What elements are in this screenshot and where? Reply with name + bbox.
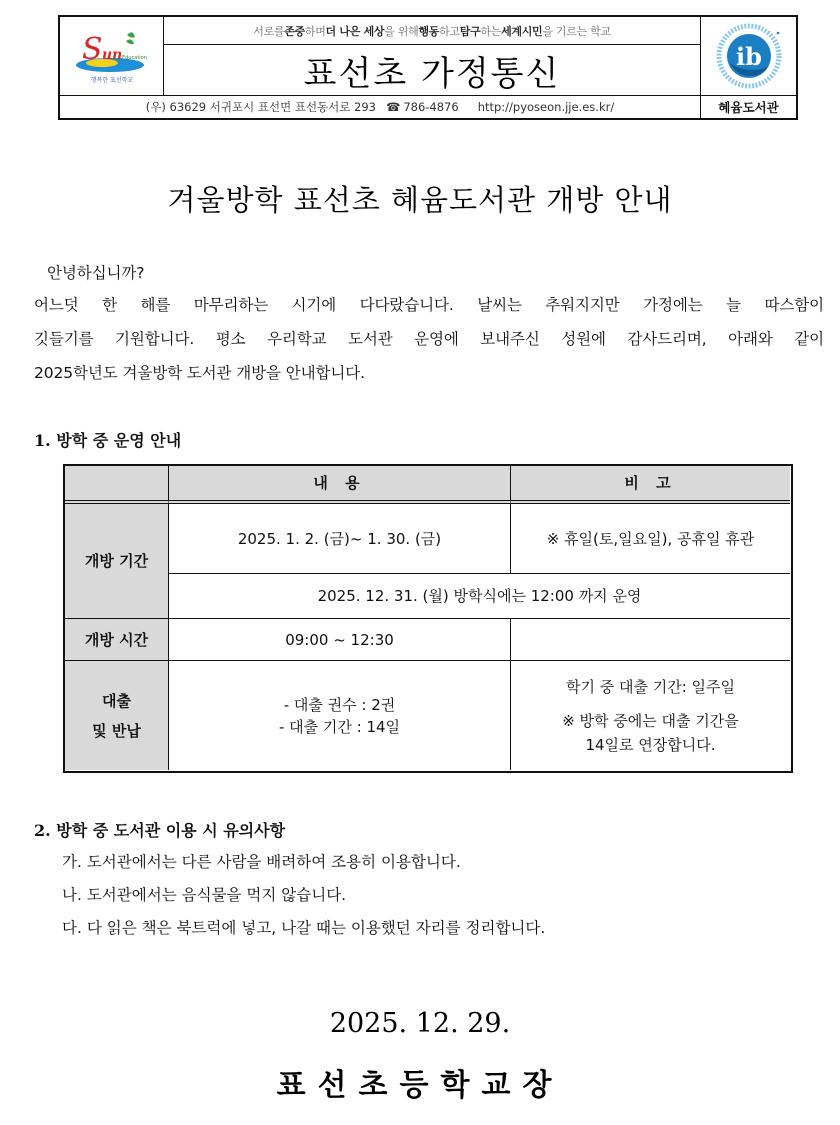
document-title: 겨울방학 표선초 혜윰도서관 개방 안내 (167, 183, 673, 217)
svg-text:ib: ib (735, 42, 762, 71)
intro-paragraph (34, 288, 824, 390)
intro-line: 2025학년도 겨울방학 도서관 개방을 안내합니다. (34, 364, 365, 382)
table-header-note: 비 고 (511, 466, 790, 504)
operation-table (63, 464, 793, 773)
school-logo (60, 17, 164, 96)
svg-text:Education: Education (121, 55, 147, 61)
list-item: 다. 다 읽은 책은 북트럭에 넣고, 나갈 때는 이용했던 자리를 정리합니다. (62, 919, 546, 937)
motto-part-bold: 더 나은 세상 (325, 24, 385, 38)
motto-part-bold: 행동 (418, 24, 440, 38)
motto-part: 하는 (480, 24, 502, 38)
section-heading-operation: 1. 방학 중 운영 안내 (34, 431, 182, 450)
loan-label-line: 및 반납 (92, 721, 141, 740)
principal-signature: 표선초등학교장 (276, 1068, 564, 1103)
department-label: 혜윰도서관 (700, 96, 796, 118)
loan-count: - 대출 권수 : 2권 (283, 695, 396, 714)
school-contact (60, 96, 700, 118)
issue-date: 2025. 12. 29. (329, 1008, 511, 1039)
phone-number: 786-4876 (403, 100, 459, 114)
row-label-open-hours: 개방 시간 (65, 619, 169, 661)
phone-icon: ☎ (385, 100, 401, 114)
intro-line: 깃들기를 기원합니다. 평소 우리학교 도서관 운영에 보내주신 성원에 감사드리며, 아래와 같이 (34, 330, 824, 348)
row-label-open-period: 개방 기간 (65, 504, 169, 619)
intro-line: 어느덧 한 해를 마무리하는 시기에 다다랐습니다. 날씨는 추워지지만 가정에는 늘 따스함이 (34, 296, 824, 314)
loan-note-line: 학기 중 대출 기간: 일주일 (565, 677, 736, 696)
sun-education-logo-icon (72, 25, 152, 87)
ib-world-school-logo-icon (716, 23, 782, 89)
svg-text:S: S (81, 32, 103, 67)
open-period-note: ※ 휴일(토,일요일), 공휴일 휴관 (511, 504, 790, 574)
motto-part: 하며 (304, 24, 326, 38)
section-heading-precautions: 2. 방학 중 도서관 이용 시 유의사항 (34, 821, 286, 840)
motto-part: 을 위해 (384, 24, 419, 38)
precautions-list (62, 846, 545, 945)
motto-part: 을 기르는 학교 (542, 24, 611, 38)
newsletter-header (58, 15, 798, 120)
open-hours-note (511, 619, 790, 661)
list-item: 나. 도서관에서는 음식물을 먹지 않습니다. (62, 886, 347, 904)
motto-part: 하고 (439, 24, 460, 38)
greeting: 안녕하십니까? (47, 264, 145, 282)
loan-rules (169, 661, 511, 770)
closing-day-note: 2025. 12. 31. (월) 방학식에는 12:00 까지 운영 (169, 574, 790, 619)
open-period-dates: 2025. 1. 2. (금)~ 1. 30. (금) (169, 504, 511, 574)
ib-logo (700, 17, 796, 96)
loan-note-line: ※ 방학 중에는 대출 기간을 (562, 711, 739, 730)
motto-part: 서로를 (253, 24, 285, 38)
motto-part-bold: 탐구 (459, 24, 481, 38)
list-item: 가. 도서관에서는 다른 사람을 배려하여 조용히 이용합니다. (62, 853, 461, 871)
loan-period: - 대출 기간 : 14일 (278, 717, 401, 736)
newsletter-title: 표선초 가정통신 (164, 45, 700, 96)
motto-part-bold: 세계시민 (501, 24, 543, 38)
school-website-link[interactable]: http://pyoseon.jje.es.kr/ (477, 100, 615, 114)
motto-part-bold: 존중 (284, 24, 305, 38)
school-address: (우) 63629 서귀포시 표선면 표선동서로 293 (145, 100, 376, 114)
svg-text:un: un (101, 47, 122, 63)
svg-text:행복한 표선학교: 행복한 표선학교 (90, 77, 133, 84)
loan-label-line: 대출 (102, 691, 131, 710)
table-header-content: 내 용 (169, 466, 511, 504)
open-hours-value: 09:00 ~ 12:30 (169, 619, 511, 661)
table-header-empty (65, 466, 169, 504)
phone-info (386, 100, 459, 114)
school-motto (164, 17, 700, 45)
row-label-loan-return (65, 661, 169, 770)
loan-note (511, 661, 790, 770)
loan-note-line: 14일로 연장합니다. (585, 735, 716, 754)
